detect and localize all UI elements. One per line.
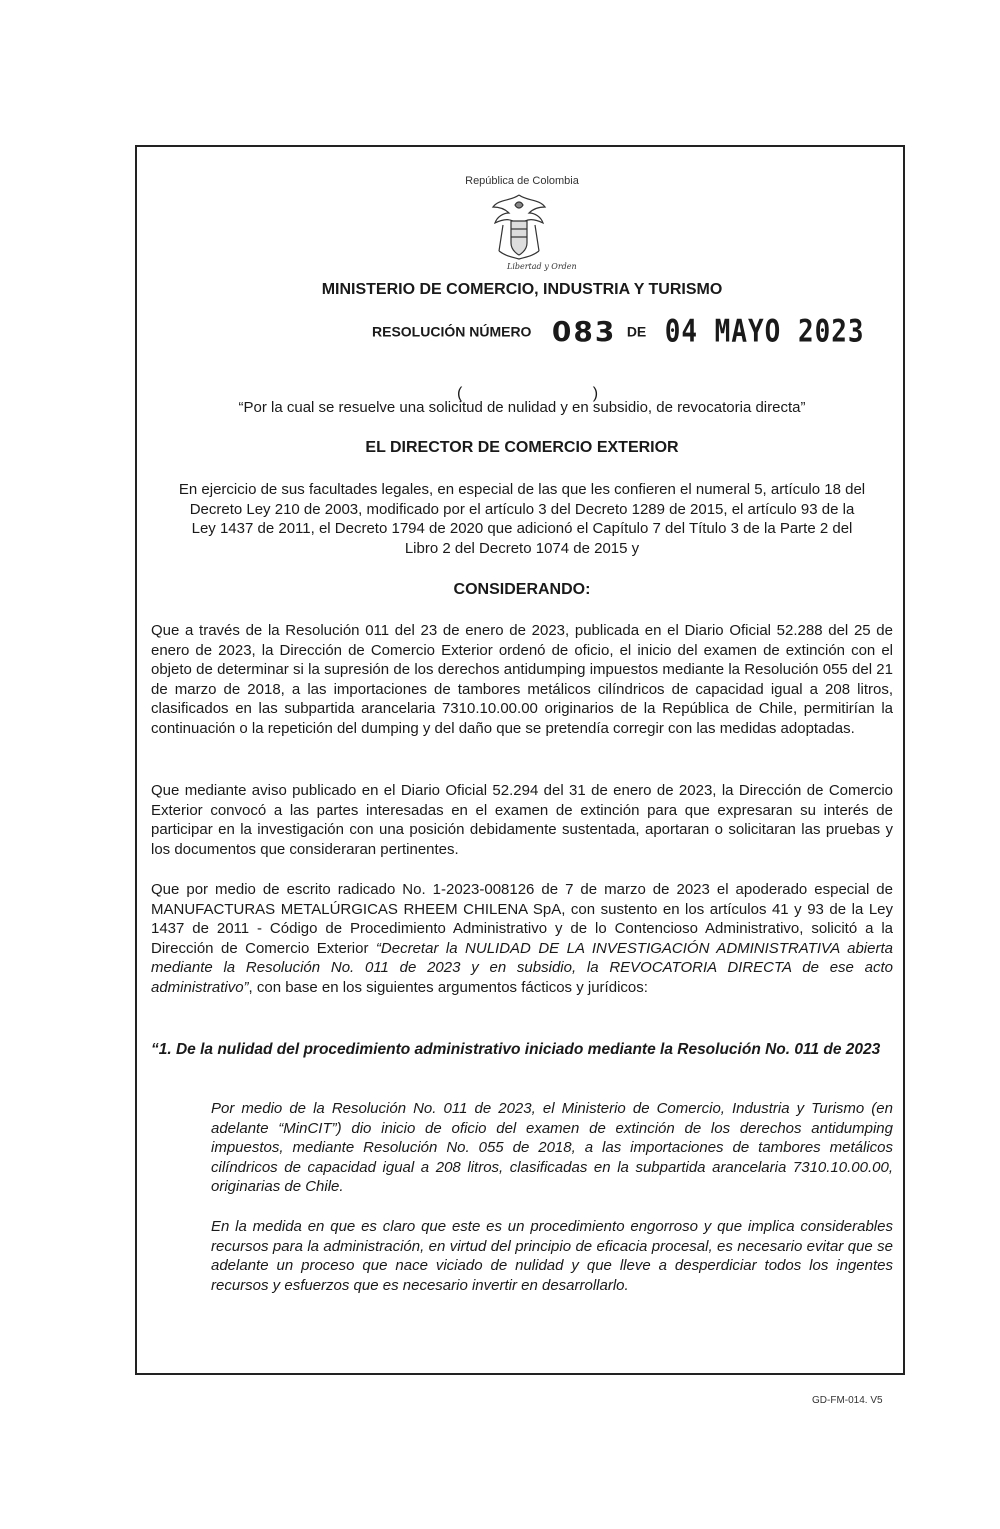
resolution-label: RESOLUCIÓN NÚMERO (372, 323, 532, 340)
considering-paragraph: Que mediante aviso publicado en el Diario Oficial 52.294 del 31 de enero de 2023, la Dirección de Comercio Exterior convocó a las partes interesadas en el examen de extinción para que expresaran su interés de participar en la investigación con una posición debidamente sustentada, aportaran o solicitaran las pruebas y los documentos que consideraran pertinentes. (151, 782, 893, 858)
date-connector: DE (626, 323, 647, 340)
signatory-title: EL DIRECTOR DE COMERCIO EXTERIOR (365, 439, 679, 456)
paren-close: ) (592, 385, 599, 402)
paren-open: ( (457, 385, 463, 402)
coat-of-arms-icon (489, 191, 549, 269)
ministry-title: MINISTERIO DE COMERCIO, INDUSTRIA Y TURISMO (321, 281, 723, 298)
paragraph-text: , con base en los siguientes argumentos fácticos y jurídicos: (248, 978, 648, 996)
paragraph-text: Que por medio de escrito radicado No. 1-2023-008126 de 7 de marzo de 2023 el apoderado especial de MANUFACTURAS METALÚRGICAS RHEEM CHILENA SpA, con sustento en los artículos 41 y 93 de la Ley 1437 de 2011 - Código de Procedimiento Administrativo y de lo Contencioso Administrativo, solicitó a la Dirección de Comercio Exterior (151, 881, 893, 957)
resolution-number: 083 (551, 315, 617, 348)
considering-paragraph (151, 880, 893, 997)
resolution-subject: “Por la cual se resuelve una solicitud de nulidad y en subsidio, de revocatoria directa” (238, 399, 806, 416)
resolution-line (372, 315, 865, 348)
quoted-paragraph: Por medio de la Resolución No. 011 de 2023, el Ministerio de Comercio, Industria y Turismo (en adelante “MinCIT”) dio inicio de oficio del examen de extinción de los derechos antidumping impuestos, mediante Resolución No. 055 de 2018, a las importaciones de tambores metálicos cilíndricos de capacidad igual a 208 litros, clasificadas en la subpartida arancelaria 7310.10.00.00, originarias de Chile. (211, 1100, 893, 1195)
republic-caption: República de Colombia (465, 175, 579, 187)
considering-paragraph: Que a través de la Resolución 011 del 23 de enero de 2023, publicada en el Diario Oficial 52.288 del 25 de enero de 2023, la Dirección de Comercio Exterior ordenó de oficio, el inicio del examen de extinción con el objeto de determinar si la supresión de los derechos antidumping impuestos mediante la Resolución 055 del 21 de marzo de 2018, a las importaciones de tambores metálicos cilíndricos de capacidad igual a 208 litros, clasificados en las subpartida arancelaria 7310.10.00.00 originarios de la República de Chile, permitirían la continuación o la repetición del dumping y del daño que se pretendía corregir con las medidas adoptadas. (151, 622, 893, 737)
form-code: GD-FM-014. V5 (812, 1395, 883, 1406)
quoted-section-heading: “1. De la nulidad del procedimiento administrativo iniciado mediante la Resolución No. 011 de 2023 (151, 1041, 881, 1058)
legal-faculties-paragraph: En ejercicio de sus facultades legales, en especial de las que les confieren el numeral 5, artículo 18 del Decreto Ley 210 de 2003, modificado por el artículo 3 del Decreto 1289 de 2015, el artículo 93 de la Ley 1437 de 2011, el Decreto 1794 de 2020 que adicionó el Capítulo 7 del Título 3 de la Parte 2 del Libro 2 del Decreto 1074 de 2015 y (178, 481, 866, 557)
considering-heading: CONSIDERANDO: (453, 581, 591, 598)
request-quote: “Decretar la NULIDAD DE LA INVESTIGACIÓN ADMINISTRATIVA abierta mediante la Resolución No. 011 de 2023 y en subsidio, la REVOCATORIA DIRECTA de ese acto administrativo” (151, 939, 893, 996)
quoted-paragraph: En la medida en que es claro que este es un procedimiento engorroso y que implica considerables recursos para la administración, en virtud del principio de eficacia procesal, es necesario evitar que se adelante un proceso que nace viciado de nulidad y que lleve a desperdiciar todos los ingentes recursos y esfuerzos que es necesario invertir en desarrollarlo. (211, 1218, 893, 1294)
motto-caption: Libertad y Orden (507, 262, 577, 271)
document-frame (135, 145, 905, 1375)
resolution-date-stamp: 04 MAYO 2023 (664, 313, 865, 350)
